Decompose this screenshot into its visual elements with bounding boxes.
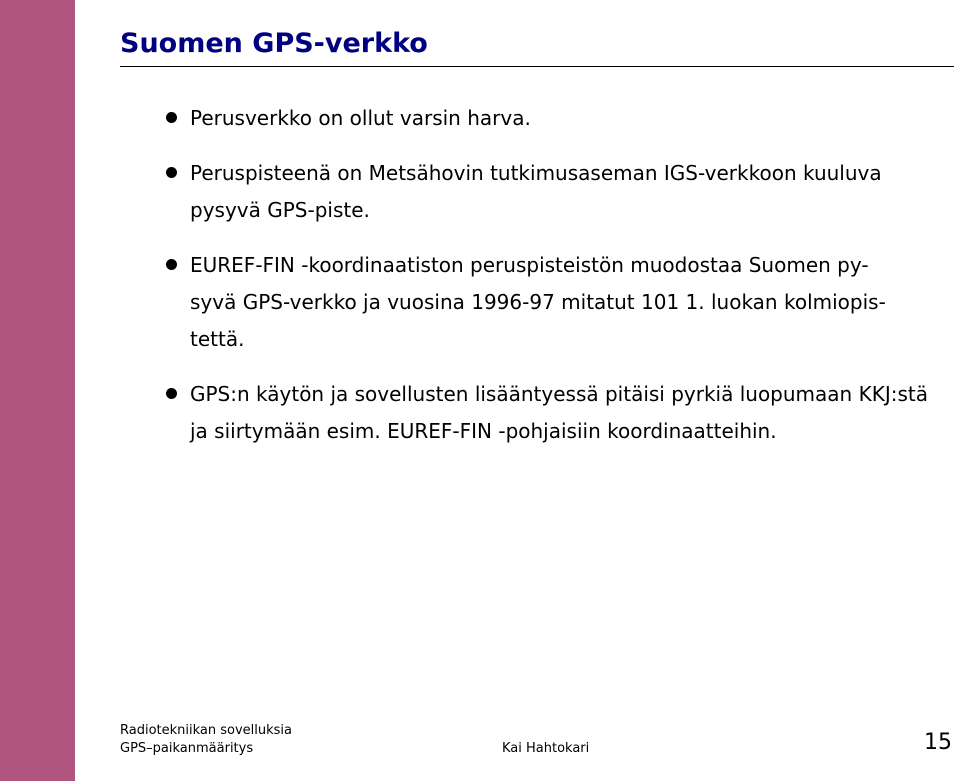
sidebar-stripe (0, 0, 75, 781)
bullet-line: syvä GPS-verkko ja vuosina 1996-97 mitatut 101 1. luokan kolmiopis- (190, 290, 886, 314)
footer-left (120, 722, 292, 758)
footer-author: Kai Hahtokari (502, 741, 590, 756)
title-rule (120, 66, 954, 67)
bullet-line: pysyvä GPS-piste. (190, 198, 370, 222)
footer-topic: GPS–paikanmääritys (120, 741, 254, 756)
bullet-line: GPS:n käytön ja sovellusten lisääntyessä pitäisi pyrkiä luopumaan KKJ:stä (190, 382, 928, 406)
bullet-dot-icon (166, 112, 177, 123)
page-number: 15 (924, 730, 952, 755)
bullet-item (120, 155, 954, 229)
bullet-dot-icon (166, 259, 177, 270)
bullet-item (120, 376, 954, 450)
bullet-line: Perusverkko on ollut varsin harva. (190, 106, 531, 130)
slide-title: Suomen GPS-verkko (120, 28, 428, 59)
bullet-line: EUREF-FIN -koordinaatiston peruspisteistön muodostaa Suomen py- (190, 253, 869, 277)
bullet-dot-icon (166, 167, 177, 178)
footer-course: Radiotekniikan sovelluksia (120, 723, 293, 738)
bullet-item (120, 247, 954, 358)
bullet-line: tettä. (190, 327, 245, 351)
bullet-dot-icon (166, 388, 177, 399)
bullet-line: Peruspisteenä on Metsähovin tutkimusaseman IGS-verkkoon kuuluva (190, 161, 882, 185)
bullet-line: ja siirtymään esim. EUREF-FIN -pohjaisiin koordinaatteihin. (190, 419, 777, 443)
bullet-list (120, 100, 954, 468)
bullet-item (120, 100, 954, 137)
